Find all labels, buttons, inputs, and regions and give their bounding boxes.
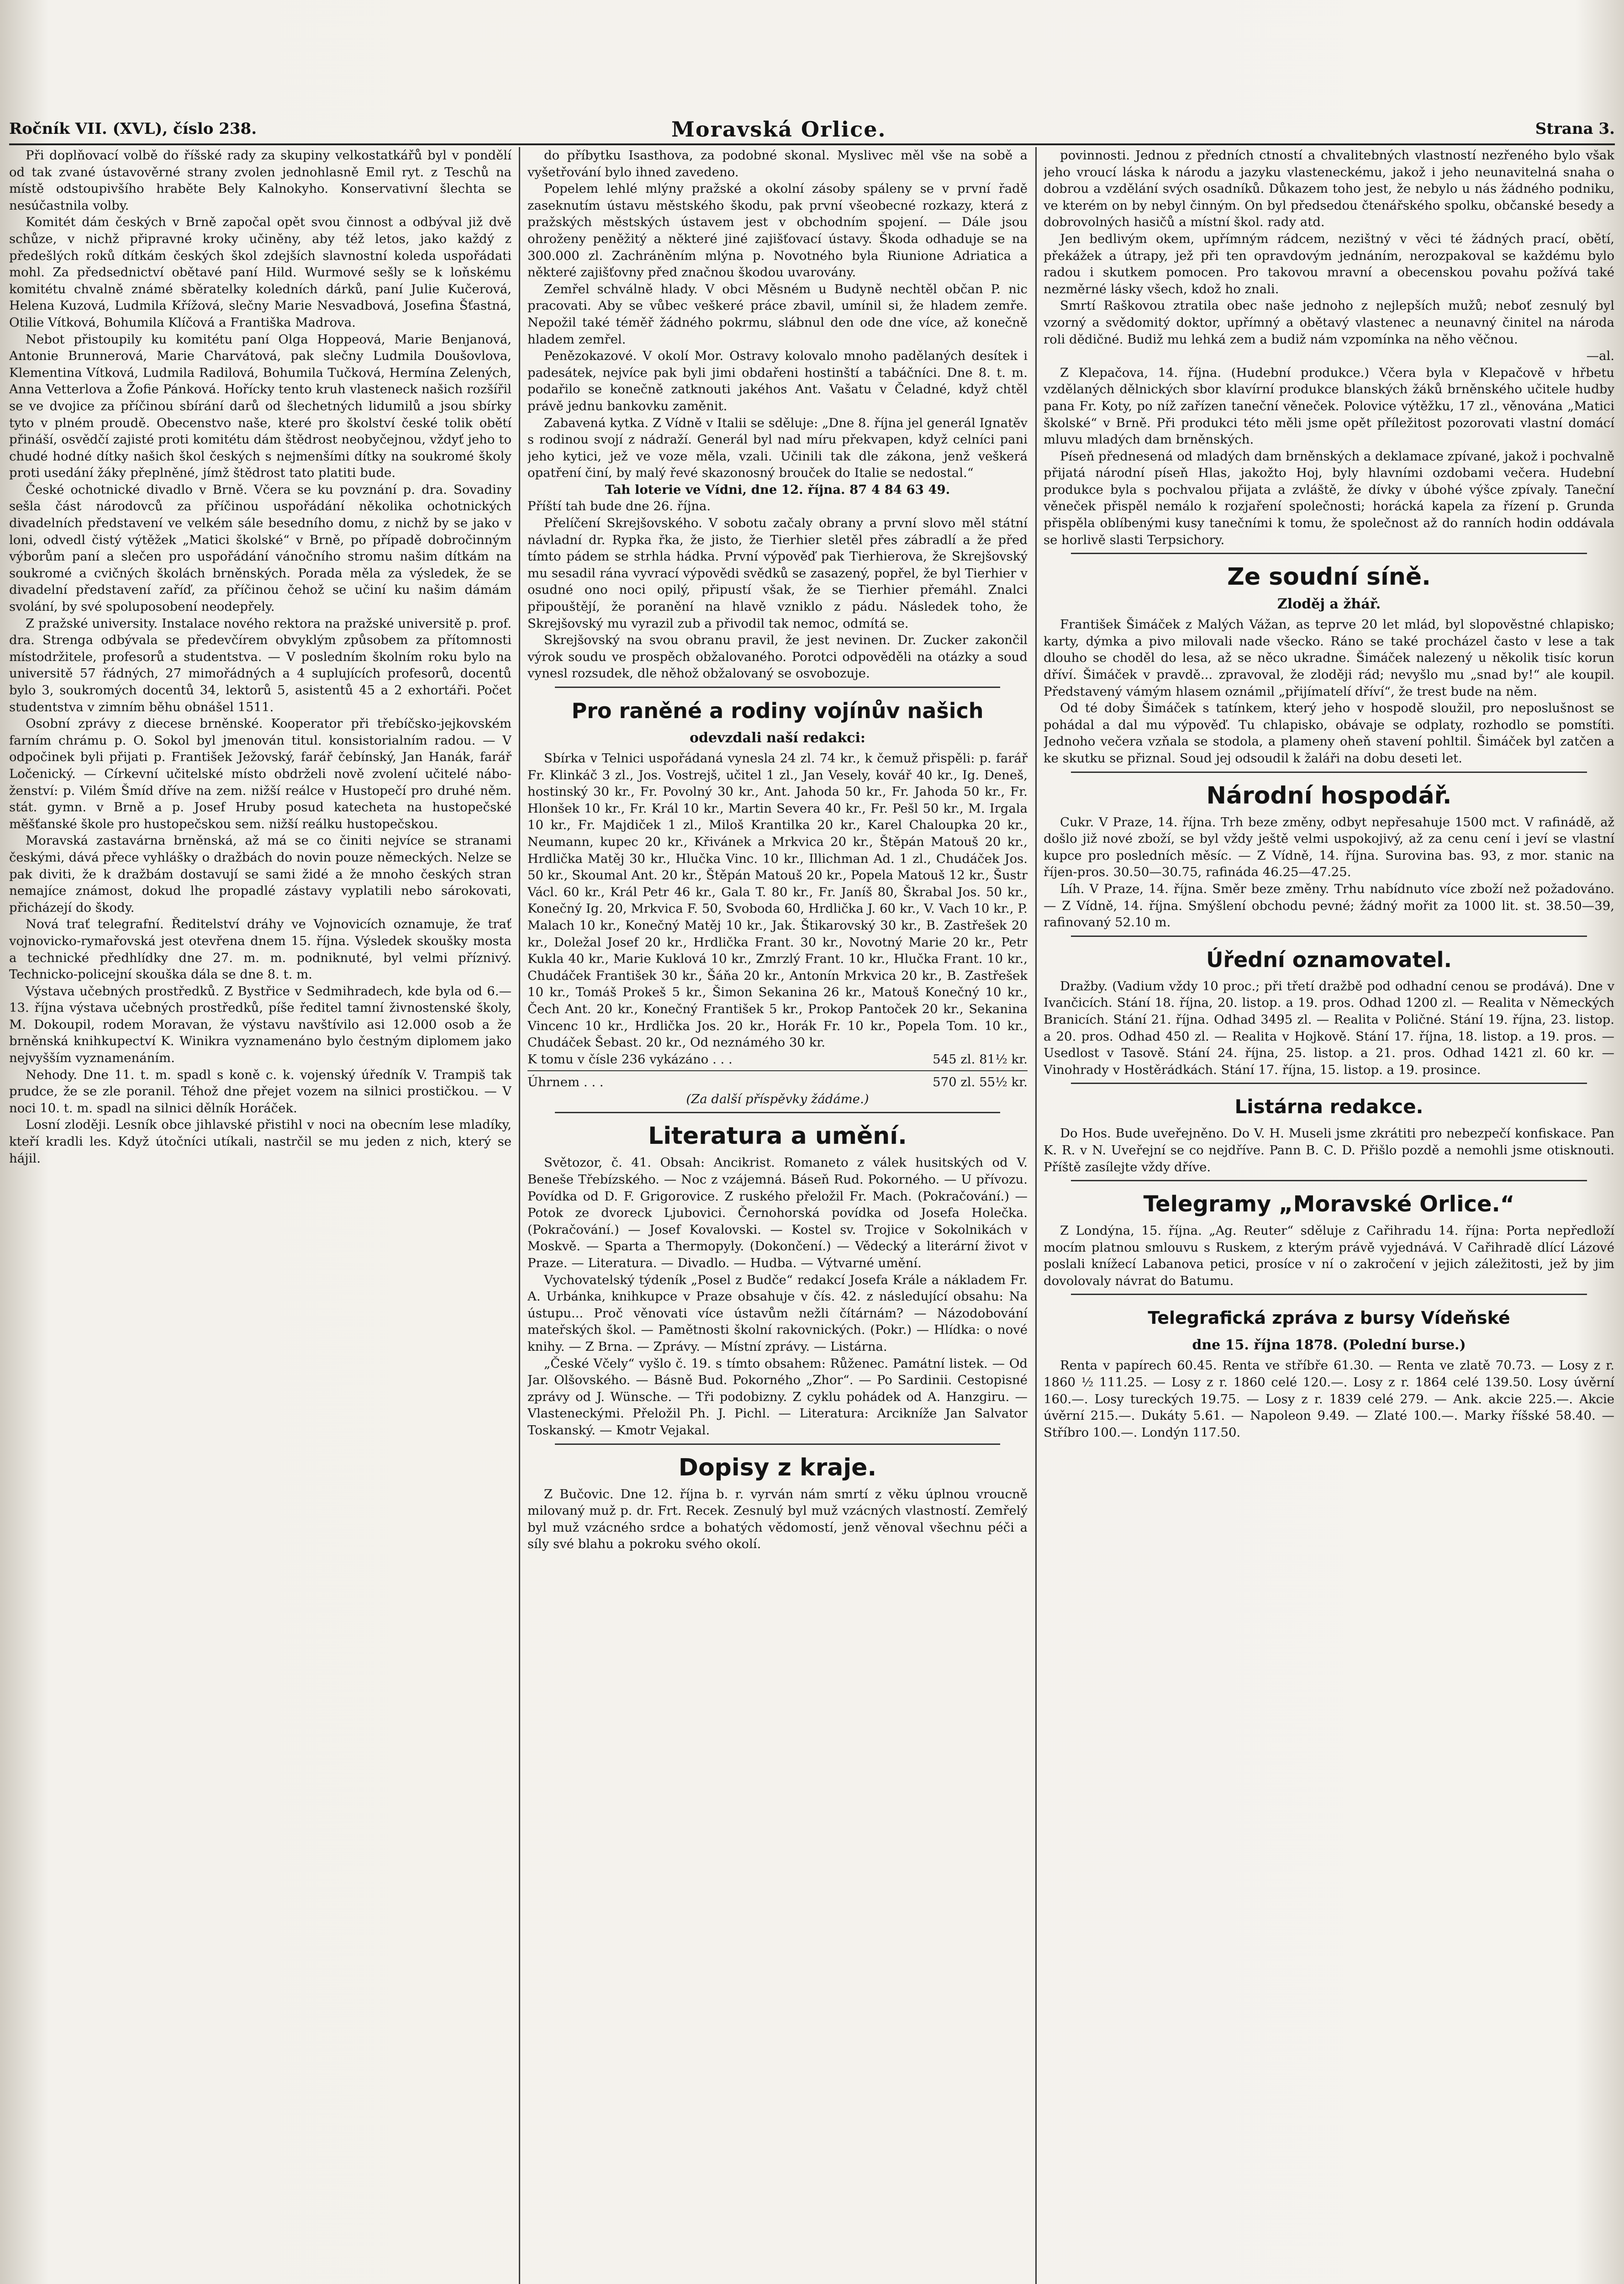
article-paragraph: Losní zloději. Lesník obce jihlavské přistihl v noci na obecním lese mladíky, kteří kradli les. Když útočníci utíkali, nastrčil se mu jeden z nich, který se hájil.	[9, 1117, 511, 1166]
article-paragraph: Zemřel schválně hlady. V obci Měsném u Budyně nechtěl občan P. nic pracovati. Aby se vůbec veškeré práce zbavil, umínil si, že hladem zemře. Nepožil také téměř žádného pokrmu, slábnul den ode dne více, až konečně hladem zemřel.	[527, 281, 1028, 347]
article-paragraph: Od té doby Šimáček s tatínkem, který jeho v hospodě sloužil, pro neposlušnost se pohádal a dal mu výpověď. Tu chlapisko, obávaje se odplaty, rozhodlo se pomstíti. Jednoho večera vzňala se stodola, a plameny oheň stavení pohltil. Šimáček byl zatčen a ke skutku se přiznal. Soud jej odsoudil k žaláři na dobu deseti let.	[1044, 701, 1614, 766]
section-title-bourse: Telegrafická zpráva z bursy Vídeňské	[1148, 1308, 1510, 1328]
donation-list: Sbírka v Telnici uspořádaná vynesla 24 zl. 74 kr., k čemuž přispěli: p. farář Fr. Klinkáč 3 zl., Jos. Vostrejš, učitel 1 zl., Jan Vesely, kovář 40 kr., Ig. Deneš, hostinský 30 kr., Fr. Povolný 30 kr., Ant. Jahoda 50 kr., Fr. Jahoda 50 kr., Fr. Hlonšek 10 kr., Fr. Král 10 kr., Martin Severa 40 kr., Fr. Pešl 50 kr., M. Irgala 10 kr., Fr. Majdiček 1 zl., Miloš Krantilka 20 kr., Karel Chaloupka 20 kr., Neumann, kupec 20 kr., Křivánek a Mrkvica 20 kr., Štěpán Matouš 20 kr., Hrdlička Matěj 30 kr., Hlučka Vinc. 10 kr., Illichman Ad. 1 zl., Chudáček Jos. 50 kr., Skoumal Ant. 20 kr., Štěpán Matouš 20 kr., Popela Matouš 12 kr., Šustr Václ. 60 kr., Král Petr 46 kr., Gala T. 80 kr., Fr. Janíš 80, Škrabal Jos. 50 kr., Konečný Ig. 20, Mrkvica F. 50, Svoboda 60, Hrdlička J. 60 kr., V. Vach 10 kr., P. Malach 10 kr., Konečný Matěj 10 kr., Jak. Štikarovský 30 kr., B. Zastřešek 20 kr., Doležal Josef 20 kr., Hrdlička Frant. 30 kr., Novotný Marie 20 kr., Petr Kukla 40 kr., Marie Kuklová 10 kr., Zmrzlý Frant. 10 kr., Hlučka Frant. 10 kr., Chudáček František 30 kr., Šáňa 20 kr., Antonín Mrkvica 20 kr., B. Zastřešek 10 kr., Tomáš Prokeš 5 kr., Šimon Sekanina 26 kr., Matouš Konečný 10 kr., Čech Ant. 20 kr., Konečný František 5 kr., Prokop Pantoček 20 kr., Sekanina Vincenc 10 kr., Hrdlička Jos. 20 kr., Horák Fr. 10 kr., Popela Tom. 10 kr., Chudáček Šebast. 20 kr., Od neznámého 30 kr.	[527, 751, 1028, 1050]
article-paragraph: Líh. V Praze, 14. října. Směr beze změny. Trhu nabídnuto více zboží než požadováno. — Z Vídně, 14. října. Smýšlení obchodu pevné; žádný mořit za 1000 lit. st. 38.50—39, rafinovaný 52.10 m.	[1044, 881, 1614, 930]
article-paragraph: Cukr. V Praze, 14. října. Trh beze změny, odbyt nepřesahuje 1500 mct. V rafinádě, až došlo již nové zboží, se byl vždy ještě velmi uspokojivý, až za cenu cení i jeví se vlastní kupce pro posledních měsíc. — Z Vídně, 14. října. Surovina bas. 93, z mor. stanic na říjen-pros. 30.50—30.75, rafináda 46.25—47.25.	[1044, 814, 1614, 880]
section-rule	[1071, 1180, 1587, 1181]
lottery-result: Tah loterie ve Vídni, dne 12. října. 87 4 84 63 49.	[605, 482, 950, 497]
article-paragraph: Z Bučovic. Dne 12. října b. r. vyrván nám smrtí z věku úplnou vroucně milovaný muž p. dr. Frt. Recek. Zesnulý byl muž vzácných vlastností. Zemřelý byl muž vzácného srdce a bohatých vědomostí, jenž věnoval všechnu péči a síly své blahu a pokroku svého okolí.	[527, 1486, 1028, 1552]
article-paragraph: Nebot přistoupily ku komitétu paní Olga Hoppeová, Marie Benjanová, Antonie Brunnerová, Marie Charvátová, pak slečny Ludmila Doušovlova, Klementina Vítková, Ludmila Radilová, Bohumila Tučková, Hermína Zelených, Anna Vetterlova a Žofie Pánková. Hořícky tento kruh vlasteneck našich rozšířil se ve dvojice za příčinou sbírání darů od šlechetných lidumilů a jsou sbírky tyto v plném proudě. Obecenstvo naše, které pro školství české tolik obětí přináší, osvědčí zajisté proti komitétu dám štědrost neobyčejnou, vždyť jeho to chudé hodné dítky našich škol českých s nejmenšími dítky na soukromé školy proti usedání žáky přeplněné, jímž štědrost tato platiti bude.	[9, 332, 511, 481]
article-paragraph: „České Včely“ vyšlo č. 19. s tímto obsahem: Růženec. Památní listek. — Od Jar. Olšovského. — Básně Bud. Pokorného „Zhor“. — Po Sardinii. Cestopisné zprávy od J. Wünsche. — Tři podobizny. Z cyklu pohádek od A. Hanzgiru. — Vlasteneckými. Přeložil Ph. J. Pichl. — Literatura: Arcikníže Jan Salvator Toskanský. — Kmotr Vejakal.	[527, 1356, 1028, 1438]
article-paragraph: Osobní zprávy z diecese brněnské. Kooperator při třebíčsko-jejkovském farním chrámu p. O. Sokol byl jmenován titul. konsistorialním radou. — V odpočinek byli přijati p. František Ježovský, farář čebínský, Jan Hanák, farář Ločenický. — Církevní učitelské místo obdrželi nově zvolení učitelé náboženství: p. Vilém Šmíd dříve na zem. nižší reálce v Hustopečí pro druhé něm. stát. gymn. v Brně a p. Josef Hruby posud katecheta na hustopečské měšťanské škole pro hustopečskou sem. nižší reálku hustopečskou.	[9, 716, 511, 831]
column-2	[527, 147, 1028, 2284]
section-title-court: Ze soudní síně.	[1227, 563, 1431, 591]
page-number: Strana 3.	[1535, 120, 1615, 138]
section-subtitle: Zloděj a žhář.	[1277, 596, 1381, 613]
article-paragraph: Do Hos. Bude uveřejněno. Do V. H. Museli jsme zkrátiti pro nebezpečí konfiskace. Pan K. R. v N. Uveřejní se co nejdříve. Pann B. C. D. Přišlo pozdě a nemohli jsme otisknouti. Příště zasílejte vždy dříve.	[1044, 1126, 1614, 1174]
article-paragraph: Nehody. Dne 11. t. m. spadl s koně c. k. vojenský úředník V. Trampiš tak prudce, že se zle poranil. Téhož dne přejet vozem na silnici prostičkou. — V noci 10. t. m. spadl na silnici dělník Horáček.	[9, 1067, 511, 1116]
section-rule	[1071, 772, 1587, 773]
article-paragraph: Jen bedlivým okem, upřímným rádcem, nezištný v věci té žádných prací, obětí, překážek a útrapy, jež při ten opravdovým jednáním, nerozpakoval se každému bylo radou i skutkem pomocen. Pro takovou mravní a obecenskou povahu požívá také nezměrné lásky všech, kdož ho znali.	[1044, 231, 1614, 296]
article-paragraph: Z Klepačova, 14. října. (Hudební produkce.) Včera byla v Klepačově v hřbetu vzdělaných dělnických sbor klavírní produkce blanských žáků brněnského učitele hudby pana Fr. Koty, po níž zařízen taneční věneček. Polovice výtěžku, 17 zl., věnována „Matici školské“ v Brně. Při produkci této měli jsme opět příležitost pozorovati vlastní domácí mluvu mladých dam brněnských.	[1044, 365, 1614, 447]
article-paragraph: do příbytku Isasthova, za podobné skonal. Myslivec měl vše na sobě a vyšetřování bylo ihned zavedeno.	[527, 148, 1028, 180]
article-paragraph: František Šimáček z Malých Vážan, as teprve 20 let mlád, byl slopověstné chlapisko; karty, dýmka a pivo milovali nade všecko. Ráno se také procházel často v lese a tak dlouho se choděl do lesa, až se něco ukradne. Šimáček nalezený u několik tisíc korun dříví. Šimáček v pravdě... zpravoval, že zloději rád; nevyšlo mu „snad by!“ ale koupil. Představený vámým hlasem oznámil „přijímatelí dříví“, že trest bude na něm.	[1044, 617, 1614, 699]
ledger-total-row	[527, 1074, 1028, 1091]
section-rule	[555, 1112, 1000, 1113]
section-subtitle: odevzdali naší redakci:	[689, 730, 865, 746]
ledger-value: 545 zl. 81½ kr.	[933, 1052, 1028, 1067]
bourse-quotes: Renta v papírech 60.45. Renta ve stříbře 61.30. — Renta ve zlatě 70.73. — Losy z r. 1860 ½ 111.25. — Losy z r. 1860 celé 120.—. Losy z r. 1864 celé 139.50. Losy úvěrní 160.—. Losy tureckých 19.75. — Losy z r. 1839 celé 279. — Ank. akcie 225.—. Akcie úvěrní 215.—. Dukáty 5.61. — Napoleon 9.49. — Zlaté 100.—. Marky říšské 58.40. — Stříbro 100.—. Londýn 117.50.	[1044, 1358, 1614, 1440]
article-paragraph: Komitét dám českých v Brně započal opět svou činnost a odbýval již dvě schůze, v nichž připravné kroky učiněny, aby též letos, jako každý z předešlých roků dítkám českých škol zdejších slavnostní koleda uspořádati mohl. Za předsednictví obětavé paní Hild. Wurmové sešly se k loňskému komitétu chvalně známé sběratelky koledních dárků, paní Julie Kučerová, Helena Kuzová, Ludmila Křížová, slečny Marie Nesvadbová, Josefina Šťastná, Otilie Vítková, Bohumila Klíčová a Františka Madrova.	[9, 215, 511, 330]
section-rule	[1071, 553, 1587, 554]
ledger-label: K tomu v čísle 236 vykázáno . . .	[527, 1052, 733, 1067]
article-paragraph: Světozor, č. 41. Obsah: Ancikrist. Romaneto z válek husitských od V. Beneše Třebízského. — Noc z vzájemná. Báseň Rud. Pokorného. — U přívozu. Povídka od D. F. Grigorovice. Z ruského přeložil Fr. Mach. (Pokračování.) — Potok ze dvoreck Ljubovici. Černohorská povídka od Josefa Holečka. (Pokračování.) — Josef Kovalovski. — Kostel sv. Trojice v Sokolnikách v Moskvě. — Sparta a Thermopyly. (Dokončení.) — Vědecký a literární život v Praze. — Literatura. — Divadlo. — Hudba. — Výtvarné umění.	[527, 1155, 1028, 1271]
ledger-label: Úhrnem . . .	[527, 1075, 604, 1090]
section-rule	[1071, 1294, 1587, 1295]
column-1	[9, 147, 511, 2284]
masthead-title: Moravská Orlice.	[671, 117, 886, 142]
column-3	[1044, 147, 1614, 2284]
ledger-value: 570 zl. 55½ kr.	[933, 1075, 1028, 1090]
article-paragraph: Vychovatelský týdeník „Posel z Budče“ redakcí Josefa Krále a nákladem Fr. A. Urbánka, knihkupce v Praze obsahuje v čís. 42. z následující obsahu: Na ústupu... Proč věnovati více ústavům nežli čítárnám? — Názodobování mateřských škol. — Pamětnosti školní rakovnických. (Pokr.) — Hlídka: o nové knihy. — Z Brna. — Zprávy. — Místní zprávy. — Listárna.	[527, 1272, 1028, 1354]
article-paragraph: Skrejšovský na svou obranu pravil, že jest nevinen. Dr. Zucker zakončil výrok soudu ve prospěch obžalovaného. Porotci odpověděli na otázky a soud vynesl rozsudek, dle něhož obžalovaný se osvobozuje.	[527, 633, 1028, 681]
article-paragraph: Z Londýna, 15. října. „Ag. Reuter“ sděluje z Cařihradu 14. října: Porta nepředloží mocím platnou smlouvu s Ruskem, z kterým právě vyjednává. V Cařihradě dlící Lázové poslali knížecí Labanova petici, prosíce v ní o zakročení v jejich záležitosti, jež by jim dovolovaly návrat do Batumu.	[1044, 1223, 1614, 1288]
column-divider	[519, 147, 520, 2284]
article-paragraph: České ochotnické divadlo v Brně. Včera se ku povznání p. dra. Sovadiny sešla část národovců za příčinou uspořádání několika ochotnických divadelních představení ve velkém sále besedního domu, z nichž by se jako v loni, odvedl čistý výtěžek „Matici školské“ v Brně, po případě dobročinným výborům paní a slečen pro uspořádání vánočního stromu našim dítkám na soukromé a cvičných školách brněnských. Porada měla za výsledek, že se divadelní představení zaříď, za příčinou čehož se učiní ku našim dámám svolání, by své spoluposobení neodepřely.	[9, 482, 511, 614]
column-divider	[1035, 147, 1037, 2284]
article-paragraph: Penězokazové. V okolí Mor. Ostravy kolovalo mnoho padělaných desítek i padesátek, nejvíce pak byli jimi obdařeni hostinští a tabáčníci. Dne 8. t. m. podařilo se konečně zatknouti jakéhos Ant. Vašatu v Čeladné, když chtěl právě jednu bankovku zaměnit.	[527, 349, 1028, 413]
section-title-donations: Pro raněné a rodiny vojínův našich	[571, 698, 984, 723]
article-paragraph: Výstava učebných prostředků. Z Bystřice v Sedmihradech, kde byla od 6.—13. října výstava učebných prostředků, píše ředitel tamní živnostenské školy, M. Dokoupil, rodem Moravan, že výstavu navštívilo asi 12.000 osob a že brněnská knihkupectví K. Winikra vyznamenáno bylo čestným diplomem jako nejvyšším vyznamenáním.	[9, 983, 511, 1066]
columns	[9, 147, 1615, 2284]
article-paragraph: Zabavená kytka. Z Vídně v Italii se sděluje: „Dne 8. října jel generál Ignatěv s rodinou svojí z nádraží. Generál byl nad míru překvapen, když celníci pani jeho kytici, jež ve voze měla, vzali. Učinili tak dle zákona, jenž veškerá opatření činí, by malý řevé skazonosný brouček do Italie se nedostal.“	[527, 415, 1028, 481]
section-rule	[1071, 1083, 1587, 1084]
issue-info: Ročník VII. (XVL), číslo 238.	[9, 120, 257, 138]
article-paragraph: Z pražské university. Instalace nového rektora na pražské universitě p. prof. dra. Strenga odbývala se předevčírem obvyklým způsobem za přítomnosti místodržitele, profesorů a studentstva. — V posledním školním roku bylo na universitě 57 řádných, 27 mimořádných a 4 suplujících profesorů, docentů bylo 3, soukromých docentů 34, lektorů 5, asistentů 45 a 2 exhortáři. Počet studentstva v zimním běhu obnášel 1511.	[9, 616, 511, 714]
article-paragraph: povinnosti. Jednou z předních ctností a chvalitebných vlastností nezřeného bylo však jeho vroucí láska k národu a jazyku vlasteneckému, jakož i jeho neunavitelná snaha o dobrou a vzdělání svých osadníků. Důkazem toho jest, že nebylo u nás žádného podniku, ve kterém on by nebyl činným. On byl předsedou čtenářského spolku, občanské besedy a dobrovolných hasičů a místní škol. rady atd.	[1044, 148, 1614, 230]
section-title-editor: Listárna redakce.	[1234, 1095, 1424, 1118]
article-paragraph: Píseň přednesená od mladých dam brněnských a deklamace zpívané, jakož i pochvalně přijatá národní píseň Hlas, jakožto Hoj, byly hlavními ozdobami večera. Hudební produkce byla s pochvalou přijata a zvláště, že dívky v úbohé výšce zpívaly. Taneční věneček přispěl nemálo k rozjaření společnosti; horácká kapela za řízení p. Grunda přispěla oblíbenými kusy tanečními k tomu, že společnost až do ranních hodin oddávala se horlivě slasti Terpsichory.	[1044, 449, 1614, 547]
section-rule	[555, 687, 1000, 688]
article-paragraph: Popelem lehlé mlýny pražské a okolní zásoby spáleny se v první řadě zaseknutím ústavu městského škodu, pak první všeobecné rozkazy, která z pražských městských ústavem jest v obchodním spojení. — Dále jsou ohroženy peněžitý a některé jiné zajišťovací ústavy. Škoda odhaduje se na 300.000 zl. Zachráněním mlýna p. Novotného byla Riunione Adriatica a některé zajišťovny před značnou škodou uvarovány.	[527, 181, 1028, 280]
section-title-literature: Literatura a umění.	[648, 1122, 907, 1150]
ledger-rule	[527, 1070, 1028, 1071]
section-subtitle: dne 15. října 1878. (Polední burse.)	[1192, 1337, 1466, 1353]
article-paragraph: Při doplňovací volbě do říšské rady za skupiny velkostatkářů byl v pondělí od tak zvané ústavověrné strany zvolen jednohlasně Emil ryt. z Teschů na místě odstoupivšího hraběte Bely Kalnokyho. Konservativní šlechta se nesúčastnila volby.	[9, 148, 511, 213]
article-paragraph: Smrtí Raškovou ztratila obec naše jednoho z nejlepších mužů; neboť zesnulý byl vzorný a svědomitý doktor, upřímný a obětavý vlastenec a neunavný činitel na národa roli dědičné. Budiž mu lehká zem a budiž nám vzpomínka na něho věčnou.	[1044, 298, 1614, 347]
section-title-official: Úřední oznamovatel.	[1206, 947, 1452, 972]
lottery-next: Příští tah bude dne 26. října.	[527, 499, 711, 514]
section-title-economy: Národní hospodář.	[1206, 782, 1452, 809]
article-paragraph: Nová trať telegrafní. Ředitelství dráhy ve Vojnovicích oznamuje, že trať vojnovicko-rymařovská jest otevřena dnem 15. října. Výsledek skoušky mosta a technické předhlídky dne 27. m. m. podniknuté, byl velmi příznivý. Technicko-policejní skouška dála se dne 8. t. m.	[9, 917, 511, 982]
section-title-telegrams: Telegramy „Moravské Orlice.“	[1143, 1191, 1515, 1217]
article-paragraph: Dražby. (Vadium vždy 10 proc.; při třetí dražbě pod odhadní cenou se prodává). Dne v Ivančicích. Stání 18. října, 20. listop. a 19. pros. Odhad 1200 zl. — Realita v Německých Branicích. Stání 21. října. Odhad 3495 zl. — Realita v Poličné. Stání 19. října, 23. listop. a 20. pros. Odhad 450 zl. — Realita v Hojkově. Stání 17. října, 18. listop. a 19. pros. — Usedlost v Tasově. Stání 24. října, 25. listop. a 21. pros. Odhad 1421 zl. 60 kr. — Vinohrady v Hostěrádkách. Stání 17. října, 15. listop. a 19. prosince.	[1044, 978, 1614, 1077]
article-paragraph: Moravská zastavárna brněnská, až má se co činiti nejvíce se stranami českými, dává přece vyhlášky o dražbách do novin pouze německých. Nelze se pak diviti, že k dražbám dostavují se sami židé a že mnoho českých stran nemajíce známost, dokud lhe propadlé zástavy vyplatili nebo sárokovati, přicházejí do škody.	[9, 833, 511, 915]
ledger-row	[527, 1051, 1028, 1068]
section-rule	[1071, 936, 1587, 937]
ledger-note: (Za další příspěvky žádáme.)	[686, 1091, 869, 1106]
page-header	[9, 115, 1615, 145]
section-title-letters: Dopisy z kraje.	[678, 1454, 877, 1481]
author-signature: —al.	[1586, 349, 1614, 364]
article-paragraph: Přelíčení Skrejšovského. V sobotu začaly obrany a první slovo měl státní návladní dr. Rypka řka, že jisto, že Tierhier sletěl přes zábradlí a že před tímto pádem se strhla hádka. První výpověď pak Tierhierova, že Skrejšovský mu sesadil rána vyvrací výpovědi svědků se zasazený, popřel, že byl Tierhier v osudné ono noci opilý, připustí však, že se Tierhier přemáhl. Znalci připouštějí, že poranění na hlavě vzniklo z pádu. Následek toho, že Skrejšovský mu vyrazil zub a přivodil tak nemoc, odmítá se.	[527, 516, 1028, 631]
section-rule	[555, 1443, 1000, 1445]
